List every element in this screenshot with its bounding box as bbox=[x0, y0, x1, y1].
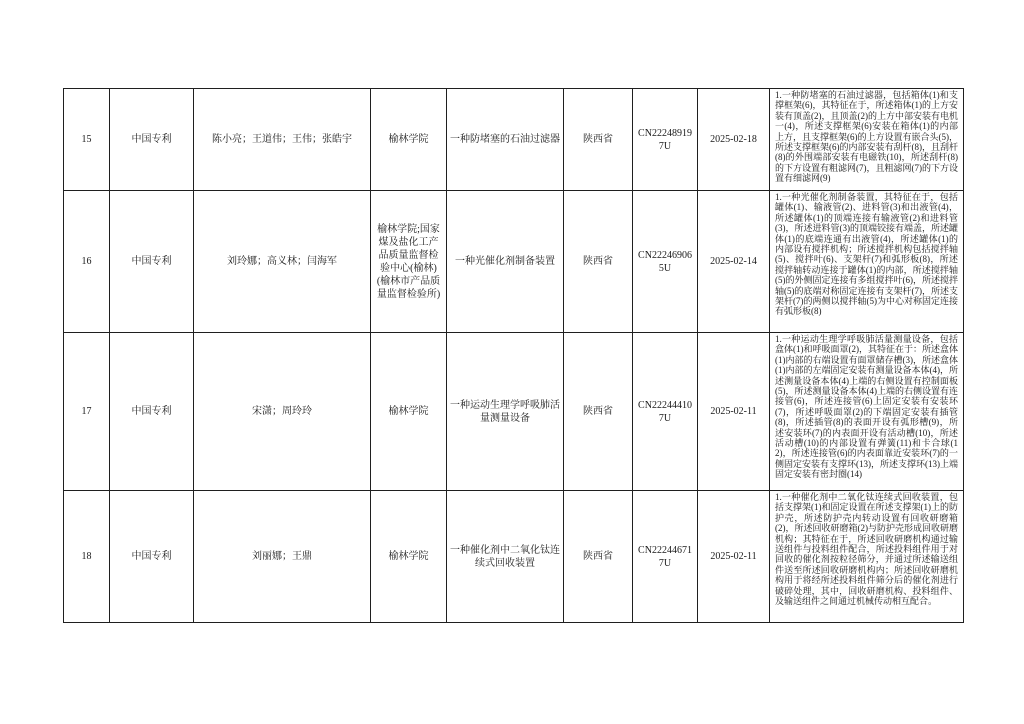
cell-row-number: 18 bbox=[64, 491, 110, 623]
cell-date: 2025-02-11 bbox=[698, 491, 770, 623]
cell-abstract bbox=[770, 89, 964, 191]
cell-affiliation: 榆林学院 bbox=[371, 89, 447, 191]
cell-patent-title: 一种光催化剂制备装置 bbox=[447, 191, 564, 333]
cell-row-number: 15 bbox=[64, 89, 110, 191]
cell-patent-type: 中国专利 bbox=[110, 89, 194, 191]
table-row bbox=[64, 333, 964, 491]
cell-patent-title: 一种运动生理学呼吸肺活量测量设备 bbox=[447, 333, 564, 491]
cell-abstract bbox=[770, 491, 964, 623]
cell-abstract bbox=[770, 191, 964, 333]
cell-row-number: 16 bbox=[64, 191, 110, 333]
cell-date: 2025-02-18 bbox=[698, 89, 770, 191]
cell-patent-number: CN222444107U bbox=[633, 333, 698, 491]
abstract-text: 1.一种防堵塞的石油过滤器，包括箱体(1)和支撑框架(6)，其特征在于，所述箱体(1)的上方安装有顶盖(2)，且顶盖(2)的上方中部安装有电机一(4)，所述支撑框架(6)安装在箱体(1)的内部上方，且支撑框架(6)的上方设置有嵌合头(5)，所述支撑框架(6)的内部安装有刮杆(8)，且刮杆(8)的外围端部安装有电磁铁(10)，所述刮杆(8)的下方设置有粗滤网(7)，且粗滤网(7)的下方设置有细滤网(9) bbox=[775, 90, 958, 184]
cell-inventors: 宋潇；周玲玲 bbox=[194, 333, 371, 491]
cell-affiliation: 榆林学院;国家煤及盐化工产品质量监督检验中心(榆林)(榆林市产品质量监督检验所) bbox=[371, 191, 447, 333]
cell-patent-number: CN222469065U bbox=[633, 191, 698, 333]
table-row bbox=[64, 491, 964, 623]
cell-province: 陕西省 bbox=[564, 491, 633, 623]
cell-affiliation: 榆林学院 bbox=[371, 333, 447, 491]
cell-province: 陕西省 bbox=[564, 89, 633, 191]
cell-patent-number: CN222446717U bbox=[633, 491, 698, 623]
cell-abstract bbox=[770, 333, 964, 491]
cell-affiliation: 榆林学院 bbox=[371, 491, 447, 623]
abstract-text: 1.一种光催化剂制备装置，其特征在于，包括罐体(1)、输液管(2)、进料管(3)和出液管(4)，所述罐体(1)的顶端连接有输液管(2)和进料管(3)，所述进料管(3)的顶端铰接有端盖，所述罐体(1)的底端连通有出液管(4)，所述罐体(1)的内部设有搅拌机构；所述搅拌机构包括搅拌轴(5)、搅拌叶(6)、支架杆(7)和弧形板(8)，所述搅拌轴转动连接于罐体(1)的内部，所述搅拌轴(5)的外侧固定连接有多组搅拌叶(6)，所述搅拌轴(5)的底端对称固定连接有支架杆(7)，所述支架杆(7)的两侧以搅拌轴(5)为中心对称固定连接有弧形板(8) bbox=[775, 192, 958, 317]
cell-inventors: 陈小亮；王道伟；王伟；张皓宇 bbox=[194, 89, 371, 191]
table-row bbox=[64, 89, 964, 191]
cell-province: 陕西省 bbox=[564, 333, 633, 491]
cell-province: 陕西省 bbox=[564, 191, 633, 333]
abstract-text: 1.一种催化剂中二氧化钛连续式回收装置，包括支撑架(1)和固定设置在所述支撑架(1)上的防护壳，所述防护壳内转动设置有回收研磨箱(2)，所述回收研磨箱(2)与防护壳形成回收研磨机构；其特征在于，所述回收研磨机构通过输送组件与投料组件配合，所述投料组件用于对回收的催化剂按粒径筛分，并通过所述输送组件送至所述回收研磨机构内；所述回收研磨机构用于将经所述投料组件筛分后的催化剂进行破碎处理，其中，回收研磨机构、投料组件、及输送组件之间通过机械传动相互配合。 bbox=[775, 492, 958, 607]
cell-date: 2025-02-11 bbox=[698, 333, 770, 491]
abstract-text: 1.一种运动生理学呼吸肺活量测量设备，包括盒体(1)和呼吸面罩(2)，其特征在于：所述盒体(1)内部的右端设置有面罩储存槽(3)，所述盒体(1)内部的左端固定安装有测量设备本体(4)，所述测量设备本体(4)上端的右侧设置有控制面板(5)，所述测量设备本体(4)上端的右侧设置有连接管(6)，所述连接管(6)上固定安装有安装环(7)，所述呼吸面罩(2)的下端固定安装有插管(8)，所述插管(8)的表面开设有弧形槽(9)，所述安装环(7)的内表面开设有活动槽(10)，所述活动槽(10)的内部设置有弹簧(11)和卡合球(12)，所述连接管(6)的内表面靠近安装环(7)的一侧固定安装有支撑环(13)，所述支撑环(13)上端固定安装有密封圈(14) bbox=[775, 334, 958, 480]
cell-row-number: 17 bbox=[64, 333, 110, 491]
cell-inventors: 刘丽娜；王鼎 bbox=[194, 491, 371, 623]
cell-patent-number: CN222489197U bbox=[633, 89, 698, 191]
cell-inventors: 刘玲娜；高义林；闫海军 bbox=[194, 191, 371, 333]
cell-patent-type: 中国专利 bbox=[110, 333, 194, 491]
cell-patent-title: 一种催化剂中二氧化钛连续式回收装置 bbox=[447, 491, 564, 623]
patent-table bbox=[63, 88, 964, 623]
cell-patent-type: 中国专利 bbox=[110, 491, 194, 623]
table-row bbox=[64, 191, 964, 333]
cell-patent-title: 一种防堵塞的石油过滤器 bbox=[447, 89, 564, 191]
cell-date: 2025-02-14 bbox=[698, 191, 770, 333]
cell-patent-type: 中国专利 bbox=[110, 191, 194, 333]
